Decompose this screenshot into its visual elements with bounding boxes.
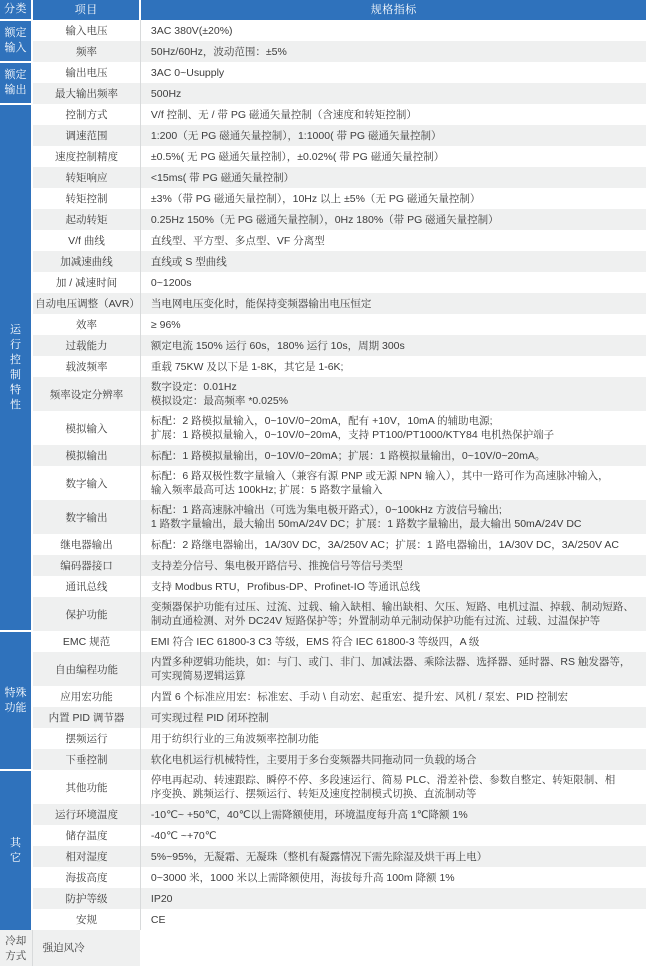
spec-value-line: 软化电机运行机械特性，主要用于多台变频器共同拖动同一负载的场合: [150, 753, 477, 766]
table-row: [0, 500, 646, 534]
category-label-line: 性: [10, 398, 22, 411]
table-row: [0, 146, 646, 167]
category-cell: [0, 770, 32, 930]
spec-value-cell: [140, 804, 646, 825]
category-label-line: 额定: [4, 27, 27, 39]
spec-value-line: 标配：6 路双极性数字量输入（兼容有源 PNP 或无源 NPN 输入），其中一路可作为高速脉冲输入，: [150, 470, 609, 482]
spec-value-line: V/f 控制、无 / 带 PG 磁通矢量控制（含速度和转矩控制）: [150, 108, 417, 121]
spec-value-cell: [140, 888, 646, 909]
table-row: [0, 652, 646, 686]
spec-value-line: 标配：1 路模拟量输出，0~10V/0~20mA；扩展：1 路模拟量输出，0~10V/0~20mA。: [150, 449, 546, 462]
spec-value-line: 0~3000 米，1000 米以上需降额使用，海拔每升高 100m 降额 1%: [150, 871, 455, 884]
item-name-cell: 自由编程功能: [32, 652, 140, 686]
spec-value-cell: [140, 707, 646, 728]
category-label-line: 控: [10, 353, 22, 366]
spec-value-cell: [140, 749, 646, 770]
spec-value-line: 50Hz/60Hz，波动范围：±5%: [150, 45, 287, 58]
spec-value-cell: [140, 555, 646, 576]
spec-value-line: 模拟设定：最高频率 *0.025%: [150, 395, 289, 407]
item-name-cell: 应用宏功能: [32, 686, 140, 707]
spec-value-cell: [140, 770, 646, 804]
spec-value-line: 3AC 380V(±20%): [150, 24, 233, 37]
header-row: [0, 0, 646, 20]
spec-value-line: 标配：2 路模拟量输入，0~10V/0~20mA，配有 +10V，10mA 的辅助电源;: [150, 415, 493, 427]
spec-value-line: 额定电流 150% 运行 60s，180% 运行 10s，周期 300s: [150, 339, 405, 352]
spec-value-cell: [140, 314, 646, 335]
spec-value-cell: [140, 534, 646, 555]
spec-value-line: ±3%（带 PG 磁通矢量控制），10Hz 以上 ±5%（无 PG 磁通矢量控制）: [150, 192, 481, 205]
item-name-cell: 过载能力: [32, 335, 140, 356]
category-cell: [0, 20, 32, 62]
item-name-cell: 海拔高度: [32, 867, 140, 888]
spec-value-cell: [140, 188, 646, 209]
spec-value-cell: [140, 293, 646, 314]
category-label-line: 输出: [4, 84, 27, 96]
table-row: [0, 576, 646, 597]
spec-value-cell: [140, 631, 646, 652]
spec-value-line: 输入频率最高可达 100kHz; 扩展：5 路数字量输入: [150, 484, 383, 496]
spec-value-cell: [140, 652, 646, 686]
spec-value-line: 标配：1 路高速脉冲输出（可选为集电极开路式），0~100kHz 方波信号输出;: [150, 504, 502, 516]
header-item: 项目: [32, 0, 140, 20]
table-row: [0, 167, 646, 188]
item-name-cell: 摆频运行: [32, 728, 140, 749]
spec-value-line: 序变换、跳频运行、摆频运行、转矩及速度控制模式切换、直流制动等: [150, 788, 477, 800]
item-name-cell: V/f 曲线: [32, 230, 140, 251]
item-name-cell: 输出电压: [32, 62, 140, 83]
spec-value-cell: [140, 41, 646, 62]
item-name-cell: 自动电压调整（AVR）: [32, 293, 140, 314]
category-label-line: 制: [10, 368, 22, 381]
item-name-cell: 输入电压: [32, 20, 140, 41]
table-row: [0, 251, 646, 272]
table-row: [0, 825, 646, 846]
spec-value-cell: [140, 445, 646, 466]
spec-value-line: 可实现简易逻辑运算: [150, 670, 246, 682]
spec-value-cell: [140, 597, 646, 631]
spec-value-line: 制动直通检测、对外 DC24V 短路保护等；外置制动单元制动保护功能有过流、过载、过温保护等: [150, 615, 601, 627]
table-body: [0, 20, 646, 966]
spec-value-cell: [140, 825, 646, 846]
item-name-cell: 数字输入: [32, 466, 140, 500]
item-name-cell: 内置 PID 调节器: [32, 707, 140, 728]
item-name-cell: 通讯总线: [32, 576, 140, 597]
spec-value-line: 1:200（无 PG 磁通矢量控制），1:1000( 带 PG 磁通矢量控制）: [150, 129, 442, 142]
table-row: [0, 534, 646, 555]
spec-value-line: 支持差分信号、集电极开路信号、推挽信号等信号类型: [150, 559, 403, 572]
spec-value-cell: [140, 104, 646, 125]
category-label-line: 额定: [4, 69, 27, 81]
spec-value-cell: [140, 686, 646, 707]
spec-value-cell: [140, 411, 646, 445]
table-row: [0, 314, 646, 335]
table-row: [0, 888, 646, 909]
spec-value-line: 1 路数字量输出，最大输出 50mA/24V DC；扩展：1 路数字量输出，最大输出 50mA/24V DC: [150, 518, 582, 530]
table-row: [0, 555, 646, 576]
table-row: [0, 707, 646, 728]
item-name-cell: 加 / 减速时间: [32, 272, 140, 293]
item-name-cell: 模拟输出: [32, 445, 140, 466]
category-label-line: 特殊: [4, 686, 27, 699]
table-row: [0, 770, 646, 804]
item-name-cell: 频率设定分辨率: [32, 377, 140, 411]
spec-value-line: 变频器保护功能有过压、过流、过载、输入缺相、输出缺相、欠压、短路、电机过温、掉载、制动短路、: [150, 601, 634, 613]
item-name-cell: 起动转矩: [32, 209, 140, 230]
spec-value-cell: [140, 728, 646, 749]
spec-value-cell: [140, 125, 646, 146]
table-row: [0, 930, 646, 966]
spec-value-line: 0~1200s: [150, 276, 192, 289]
table-row: [0, 335, 646, 356]
table-row: [0, 293, 646, 314]
category-label-line: 行: [10, 338, 22, 351]
spec-value-line: 直线或 S 型曲线: [150, 255, 227, 268]
item-name-cell: 冷却方式: [0, 930, 32, 966]
category-cell: [0, 62, 32, 104]
spec-value-cell: [140, 167, 646, 188]
category-label-line: 其: [10, 836, 22, 849]
spec-value-line: 3AC 0~Usupply: [150, 66, 225, 79]
spec-value-line: 5%~95%，无凝霜、无凝珠（整机有凝露情况下需先除湿及烘干再上电）: [150, 850, 488, 863]
spec-value-line: 内置 6 个标准应用宏：标准宏、手动 \ 自动宏、起重宏、提升宏、风机 / 泵宏、PID 控制宏: [150, 690, 569, 703]
item-name-cell: 编码器接口: [32, 555, 140, 576]
table-row: [0, 867, 646, 888]
item-name-cell: 防护等级: [32, 888, 140, 909]
spec-value-cell: [140, 466, 646, 500]
item-name-cell: 数字输出: [32, 500, 140, 534]
category-label-line: 它: [10, 851, 22, 864]
spec-value-line: -40℃ ~+70℃: [150, 829, 217, 842]
spec-value-cell: [140, 846, 646, 867]
spec-value-cell: [140, 356, 646, 377]
spec-value-line: <15ms( 带 PG 磁通矢量控制）: [150, 171, 295, 184]
table-row: [0, 597, 646, 631]
spec-value-line: 500Hz: [150, 87, 182, 100]
spec-value-line: ±0.5%( 无 PG 磁通矢量控制），±0.02%( 带 PG 磁通矢量控制）: [150, 150, 445, 163]
table-row: [0, 230, 646, 251]
item-name-cell: 最大输出频率: [32, 83, 140, 104]
category-cell: [0, 631, 32, 770]
spec-value-line: 停电再起动、转速跟踪、瞬停不停、多段速运行、简易 PLC、滑差补偿、参数自整定、转矩限制、相: [150, 774, 616, 786]
spec-value-cell: [32, 930, 140, 966]
item-name-cell: EMC 规范: [32, 631, 140, 652]
table-row: [0, 749, 646, 770]
table-row: [0, 909, 646, 930]
spec-value-cell: [140, 20, 646, 41]
table-row: [0, 377, 646, 411]
header-category: 分类: [0, 0, 32, 20]
table-row: [0, 804, 646, 825]
table-header: [0, 0, 646, 20]
header-spec: 规格指标: [140, 0, 646, 20]
item-name-cell: 安规: [32, 909, 140, 930]
item-name-cell: 继电器输出: [32, 534, 140, 555]
spec-value-line: 当电网电压变化时，能保持变频器输出电压恒定: [150, 297, 372, 310]
spec-value-line: 用于纺织行业的三角波频率控制功能: [150, 732, 319, 745]
item-name-cell: 调速范围: [32, 125, 140, 146]
spec-value-cell: [140, 909, 646, 930]
category-label-line: 运: [10, 323, 22, 336]
item-name-cell: 储存温度: [32, 825, 140, 846]
item-name-cell: 载波频率: [32, 356, 140, 377]
table-row: [0, 728, 646, 749]
spec-value-cell: [140, 83, 646, 104]
spec-value-cell: [140, 335, 646, 356]
table-row: [0, 188, 646, 209]
table-row: [0, 104, 646, 125]
spec-value-line: 直线型、平方型、多点型、VF 分离型: [150, 234, 325, 247]
spec-value-cell: [140, 272, 646, 293]
spec-value-line: 重载 75KW 及以下是 1-8K，其它是 1-6K;: [150, 360, 344, 373]
spec-value-cell: [140, 230, 646, 251]
spec-value-cell: [140, 867, 646, 888]
category-label-line: 功能: [4, 701, 27, 714]
table-row: [0, 41, 646, 62]
table-row: [0, 209, 646, 230]
table-row: [0, 411, 646, 445]
spec-value-line: 标配：2 路继电器输出，1A/30V DC，3A/250V AC；扩展：1 路电器输出，1A/30V DC，3A/250V AC: [150, 538, 619, 551]
spec-value-line: IP20: [150, 892, 173, 905]
spec-value-line: 强迫风冷: [42, 942, 85, 954]
item-name-cell: 效率: [32, 314, 140, 335]
table-row: [0, 445, 646, 466]
item-name-cell: 下垂控制: [32, 749, 140, 770]
item-name-cell: 模拟输入: [32, 411, 140, 445]
spec-value-cell: [140, 62, 646, 83]
spec-value-line: 扩展：1 路模拟量输入，0~10V/0~20mA，支持 PT100/PT1000/KTY84 电机热保护端子: [150, 429, 555, 441]
category-cell: [0, 104, 32, 631]
item-name-cell: 频率: [32, 41, 140, 62]
table-row: [0, 356, 646, 377]
item-name-cell: 加减速曲线: [32, 251, 140, 272]
spec-value-line: 可实现过程 PID 闭环控制: [150, 711, 269, 724]
table-row: [0, 272, 646, 293]
item-name-cell: 速度控制精度: [32, 146, 140, 167]
spec-value-line: 数字设定：0.01Hz: [150, 381, 237, 393]
item-name-cell: 控制方式: [32, 104, 140, 125]
item-name-cell: 转矩响应: [32, 167, 140, 188]
table-row: [0, 466, 646, 500]
table-row: [0, 846, 646, 867]
item-name-cell: 相对湿度: [32, 846, 140, 867]
item-name-cell: 其他功能: [32, 770, 140, 804]
spec-value-line: 0.25Hz 150%（无 PG 磁通矢量控制），0Hz 180%（带 PG 磁通矢量控制）: [150, 213, 499, 226]
spec-value-line: -10℃~ +50℃，40℃以上需降额使用，环境温度每升高 1℃降额 1%: [150, 808, 468, 821]
spec-value-line: 支持 Modbus RTU，Profibus-DP、Profinet-IO 等通讯总线: [150, 580, 421, 593]
spec-value-line: EMI 符合 IEC 61800-3 C3 等级，EMS 符合 IEC 61800-3 等级四，A 级: [150, 635, 480, 648]
spec-value-cell: [140, 576, 646, 597]
spec-value-line: CE: [150, 913, 166, 926]
table-row: [0, 686, 646, 707]
category-label-line: 特: [10, 383, 22, 396]
table-row: [0, 631, 646, 652]
table-row: [0, 83, 646, 104]
item-name-cell: 转矩控制: [32, 188, 140, 209]
item-name-cell: 运行环境温度: [32, 804, 140, 825]
spec-value-cell: [140, 209, 646, 230]
table-row: [0, 20, 646, 41]
table-row: [0, 125, 646, 146]
spec-value-line: ≥ 96%: [150, 318, 181, 331]
item-name-cell: 保护功能: [32, 597, 140, 631]
spec-value-cell: [140, 377, 646, 411]
spec-value-cell: [140, 500, 646, 534]
spec-value-cell: [140, 146, 646, 167]
spec-value-cell: [140, 251, 646, 272]
spec-value-line: 内置多种逻辑功能块，如：与门、或门、非门、加减法器、乘除法器、选择器、延时器、RS 触发器等，: [150, 656, 631, 668]
category-label-line: 输入: [4, 42, 27, 54]
table-row: [0, 62, 646, 83]
